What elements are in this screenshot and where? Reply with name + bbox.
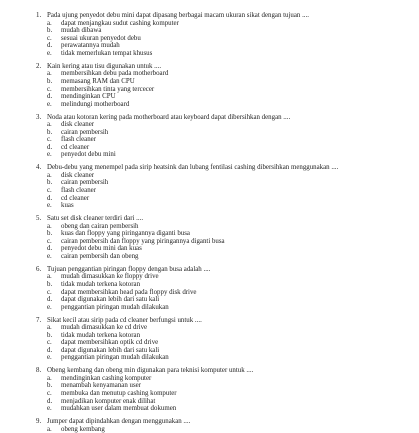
- answer-option: [47, 50, 379, 58]
- question-stem: [36, 418, 379, 426]
- option-letter: e.: [47, 405, 52, 413]
- option-text: disk cleaner: [61, 171, 95, 179]
- option-letter: a.: [47, 121, 52, 129]
- option-text: penggantian piringan mudah dilakukan: [61, 354, 169, 362]
- question-9: [36, 418, 379, 433]
- option-text: obeng dan cairan pembersih: [61, 222, 139, 230]
- option-text: disk cleaner: [61, 121, 95, 129]
- option-letter: c.: [47, 390, 52, 398]
- option-letter: b.: [47, 77, 53, 85]
- option-text: tidak mudah terkena kotoran: [61, 280, 141, 288]
- option-letter: e.: [47, 303, 52, 311]
- option-text: mendinginkan CPU: [61, 93, 116, 101]
- option-letter: a.: [47, 425, 52, 433]
- answer-options: [47, 324, 379, 362]
- option-text: penggantian piringan mudah dilakukan: [61, 303, 169, 311]
- option-letter: e.: [47, 354, 52, 362]
- option-letter: e.: [47, 151, 52, 159]
- option-letter: c.: [47, 339, 52, 347]
- answer-options: [47, 121, 379, 159]
- answer-option: [47, 70, 379, 78]
- answer-option: [47, 281, 379, 289]
- option-letter: e.: [47, 49, 52, 57]
- answer-option: [47, 223, 379, 231]
- option-letter: e.: [47, 202, 52, 210]
- option-text: memasang RAM dan CPU: [61, 77, 135, 85]
- option-letter: b.: [47, 331, 53, 339]
- question-number: 6.: [36, 265, 42, 273]
- answer-option: [47, 324, 379, 332]
- answer-option: [47, 375, 379, 383]
- question-number: 4.: [36, 164, 42, 172]
- answer-options: [47, 273, 379, 311]
- option-letter: a.: [47, 70, 52, 78]
- option-text: cairan pembersih dan obeng: [61, 252, 139, 260]
- question-text: Sikat kecil atau sirip pada cd cleaner berfungsi untuk ....: [47, 316, 202, 324]
- answer-option: [47, 35, 379, 43]
- answer-option: [47, 398, 379, 406]
- question-number: 2.: [36, 62, 42, 70]
- option-letter: d.: [47, 143, 53, 151]
- question-stem: [36, 63, 379, 71]
- option-text: flash cleaner: [61, 187, 97, 195]
- option-letter: b.: [47, 27, 53, 35]
- answer-option: [47, 347, 379, 355]
- question-6: [36, 266, 379, 312]
- option-letter: d.: [47, 194, 53, 202]
- option-text: tidak memerlukan tempat khusus: [61, 49, 153, 57]
- option-letter: b.: [47, 382, 53, 390]
- answer-option: [47, 382, 379, 390]
- question-5: [36, 215, 379, 261]
- question-text: Jumper dapat dipindahkan dengan menggunakan ....: [47, 418, 191, 425]
- question-stem: [36, 12, 379, 20]
- answer-option: [47, 339, 379, 347]
- answer-options: [47, 70, 379, 108]
- option-text: obeng kembang: [61, 425, 105, 433]
- answer-options: [47, 20, 379, 58]
- option-text: mudah dibawa: [61, 27, 102, 35]
- answer-option: [47, 172, 379, 180]
- option-text: dapat menjangkau sudut cashing komputer: [61, 19, 179, 27]
- option-letter: d.: [47, 397, 53, 405]
- option-letter: e.: [47, 100, 52, 108]
- question-number: 1.: [36, 12, 42, 19]
- answer-option: [47, 187, 379, 195]
- option-text: penyedot debu mini: [61, 151, 116, 159]
- answer-option: [47, 332, 379, 340]
- option-letter: b.: [47, 280, 53, 288]
- answer-option: [47, 121, 379, 129]
- question-number: 3.: [36, 113, 42, 121]
- option-text: dapat membersihkan optik cd drive: [61, 339, 159, 347]
- question-text: Noda atau kotoran kering pada motherboard atau keyboard dapat dibersihkan dengan ....: [47, 113, 291, 121]
- option-text: cairan pembersih: [61, 179, 109, 187]
- option-text: mendinginkan cashing komputer: [61, 374, 152, 382]
- question-stem: [36, 367, 379, 375]
- question-text: Tujuan penggantian piringan floppy dengan busa adalah ....: [47, 265, 211, 273]
- answer-option: [47, 426, 379, 433]
- option-text: melindungi motherboard: [61, 100, 130, 108]
- answer-options: [47, 426, 379, 433]
- option-letter: d.: [47, 346, 53, 354]
- answer-option: [47, 27, 379, 35]
- option-letter: b.: [47, 179, 53, 187]
- option-text: mudah dimasukkan ke floppy drive: [61, 273, 159, 281]
- option-text: membersihkan tinta yang tercecer: [61, 85, 155, 93]
- option-text: cd cleaner: [61, 143, 90, 151]
- option-letter: c.: [47, 187, 52, 195]
- option-text: sesuai ukuran penyedot debu: [61, 34, 141, 42]
- option-text: tidak mudah terkena kotoran: [61, 331, 141, 339]
- option-text: cd cleaner: [61, 194, 90, 202]
- question-stem: [36, 164, 379, 172]
- option-letter: b.: [47, 230, 53, 238]
- answer-option: [47, 390, 379, 398]
- option-text: membersihkan debu pada motherboard: [61, 70, 169, 78]
- option-letter: e.: [47, 252, 52, 260]
- option-text: mudah dimasukkan ke cd drive: [61, 324, 148, 332]
- option-letter: a.: [47, 19, 52, 27]
- answer-options: [47, 375, 379, 413]
- option-text: kuas dan floppy yang piringannya diganti busa: [61, 230, 190, 238]
- option-text: dapat digunakan lebih dari satu kali: [61, 346, 160, 354]
- answer-options: [47, 172, 379, 210]
- question-stem: [36, 215, 379, 223]
- option-letter: c.: [47, 34, 52, 42]
- question-text: Satu set disk cleaner terdiri dari ....: [47, 215, 144, 222]
- option-letter: b.: [47, 128, 53, 136]
- option-text: flash cleaner: [61, 136, 97, 144]
- answer-option: [47, 144, 379, 152]
- question-3: [36, 114, 379, 160]
- option-letter: d.: [47, 42, 53, 50]
- question-number: 8.: [36, 367, 42, 375]
- question-stem: [36, 266, 379, 274]
- answer-option: [47, 179, 379, 187]
- option-text: penyedot debu mini dan kuas: [61, 245, 142, 253]
- answer-option: [47, 289, 379, 297]
- question-text: Debu-debu yang menempel pada sirip heatsink dan lubang fentilasi cashing dibersihkan menggunakan ....: [47, 164, 339, 172]
- option-letter: a.: [47, 374, 52, 382]
- answer-option: [47, 129, 379, 137]
- option-letter: d.: [47, 93, 53, 101]
- answer-option: [47, 245, 379, 253]
- option-text: dapat membersihkan head pada floppy disk drive: [61, 288, 197, 296]
- option-letter: a.: [47, 222, 52, 230]
- option-text: mudahkan user dalam membuat dokumen: [61, 405, 177, 413]
- option-letter: a.: [47, 273, 52, 281]
- option-letter: c.: [47, 85, 52, 93]
- answer-option: [47, 86, 379, 94]
- answer-option: [47, 304, 379, 312]
- option-text: cairan pembersih: [61, 128, 109, 136]
- question-4: [36, 164, 379, 210]
- question-stem: [36, 317, 379, 325]
- answer-option: [47, 20, 379, 28]
- option-letter: a.: [47, 324, 52, 332]
- answer-option: [47, 195, 379, 203]
- option-text: menjadikan komputer enak dilihat: [61, 397, 156, 405]
- option-text: kuas: [61, 202, 74, 210]
- question-7: [36, 317, 379, 363]
- answer-option: [47, 136, 379, 144]
- answer-option: [47, 42, 379, 50]
- answer-option: [47, 202, 379, 210]
- option-text: membuka dan menutup cashing komputer: [61, 390, 177, 398]
- answer-option: [47, 230, 379, 238]
- answer-options: [47, 223, 379, 261]
- question-number: 5.: [36, 215, 42, 222]
- option-letter: d.: [47, 245, 53, 253]
- question-text: Obeng kembang dan obeng min digunakan para teknisi komputer untuk ....: [47, 367, 254, 375]
- question-1: [36, 12, 379, 58]
- option-letter: c.: [47, 237, 52, 245]
- answer-option: [47, 296, 379, 304]
- question-number: 9.: [36, 418, 42, 425]
- answer-option: [47, 354, 379, 362]
- option-text: dapat digunakan lebih dari satu kali: [61, 296, 160, 304]
- option-letter: d.: [47, 296, 53, 304]
- option-letter: a.: [47, 171, 52, 179]
- question-text: Pada ujung penyedot debu mini dapat dipasang berbagai macam ukuran sikat dengan tujuan ....: [47, 12, 309, 19]
- question-text: Kain kering atau tisu digunakan untuk ....: [47, 62, 162, 70]
- question-8: [36, 367, 379, 413]
- answer-option: [47, 151, 379, 159]
- answer-option: [47, 253, 379, 261]
- answer-option: [47, 78, 379, 86]
- question-2: [36, 63, 379, 109]
- answer-option: [47, 238, 379, 246]
- option-text: menambah kenyamanan user: [61, 382, 141, 390]
- option-letter: c.: [47, 136, 52, 144]
- answer-option: [47, 101, 379, 109]
- answer-option: [47, 93, 379, 101]
- question-number: 7.: [36, 316, 42, 324]
- answer-option: [47, 405, 379, 413]
- answer-option: [47, 273, 379, 281]
- option-text: perawatannya mudah: [61, 42, 120, 50]
- question-stem: [36, 114, 379, 122]
- option-letter: c.: [47, 288, 52, 296]
- option-text: cairan pembersih dan floppy yang piringannya diganti busa: [61, 237, 225, 245]
